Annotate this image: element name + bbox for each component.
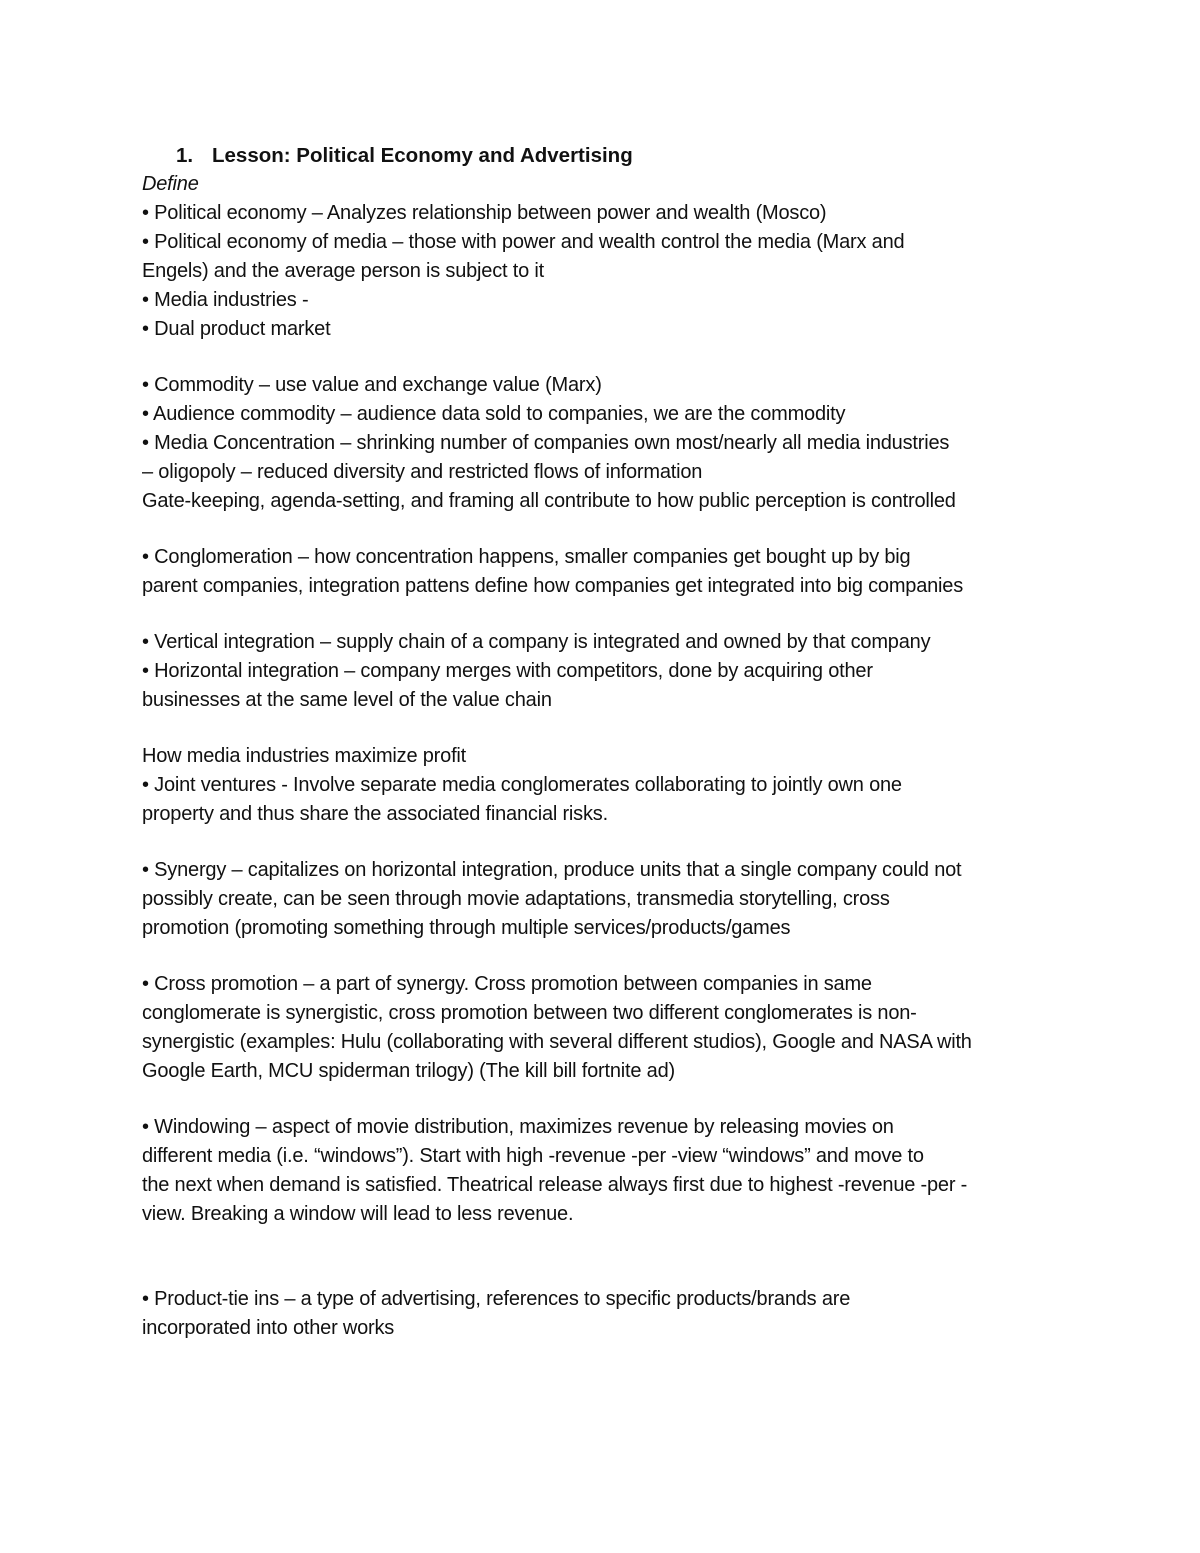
bullet-synergy: • Synergy – capitalizes on horizontal integration, produce units that a single company could not [142,859,962,881]
text-line: – oligopoly – reduced diversity and restricted flows of information [142,461,703,483]
bullet-political-economy-of-media: • Political economy of media – those with power and wealth control the media (Marx and [142,231,905,253]
text-line: different media (i.e. “windows”). Start with high -revenue -per -view “windows” and move to [142,1145,924,1167]
paragraph-spacer [142,715,1082,742]
document-body [142,141,1082,1343]
bullet-audience-commodity: • Audience commodity – audience data sold to companies, we are the commodity [142,403,846,425]
bullet-cross-promotion: • Cross promotion – a part of synergy. Cross promotion between companies in same [142,973,872,995]
text-line: property and thus share the associated financial risks. [142,803,608,825]
text-line: the next when demand is satisfied. Theatrical release always first due to highest -revenue -per - [142,1174,968,1196]
define-label: Define [142,173,199,195]
text-line: Google Earth, MCU spiderman trilogy) (The kill bill fortnite ad) [142,1060,675,1082]
lesson-heading [142,141,1082,170]
bullet-dual-product-market: • Dual product market [142,318,331,340]
text-line: synergistic (examples: Hulu (collaborating with several different studios), Google and NASA with [142,1031,972,1053]
text-line: promotion (promoting something through multiple services/products/games [142,917,791,939]
paragraph-spacer [142,601,1082,628]
bullet-vertical-integration: • Vertical integration – supply chain of a company is integrated and owned by that company [142,631,931,653]
paragraph-spacer [142,943,1082,970]
bullet-product-tie-ins: • Product-tie ins – a type of advertising, references to specific products/brands are [142,1288,851,1310]
text-line: incorporated into other works [142,1317,395,1339]
bullet-political-economy: • Political economy – Analyzes relationship between power and wealth (Mosco) [142,202,827,224]
text-line: possibly create, can be seen through movie adaptations, transmedia storytelling, cross [142,888,890,910]
bullet-media-concentration: • Media Concentration – shrinking number of companies own most/nearly all media industries [142,432,950,454]
text-line: parent companies, integration pattens define how companies get integrated into big companies [142,575,964,597]
bullet-media-industries: • Media industries - [142,289,309,311]
bullet-conglomeration: • Conglomeration – how concentration happens, smaller companies get bought up by big [142,546,911,568]
heading-number: 1. [176,144,194,167]
bullet-commodity: • Commodity – use value and exchange value (Marx) [142,374,602,396]
text-line: conglomerate is synergistic, cross promotion between two different conglomerates is non- [142,1002,917,1024]
text-line: Engels) and the average person is subject to it [142,260,544,282]
paragraph-spacer [142,1086,1082,1113]
heading-title: Lesson: Political Economy and Advertising [212,144,633,167]
bullet-windowing: • Windowing – aspect of movie distribution, maximizes revenue by releasing movies on [142,1116,894,1138]
text-line: businesses at the same level of the value chain [142,689,552,711]
text-line: Gate-keeping, agenda-setting, and framing all contribute to how public perception is controlled [142,490,956,512]
paragraph-spacer [142,1229,1082,1285]
text-line: view. Breaking a window will lead to less revenue. [142,1203,574,1225]
bullet-horizontal-integration: • Horizontal integration – company merges with competitors, done by acquiring other [142,660,873,682]
paragraph-spacer [142,516,1082,543]
paragraph-spacer [142,829,1082,856]
section-label-maximize-profit: How media industries maximize profit [142,745,467,767]
paragraph-spacer [142,344,1082,371]
bullet-joint-ventures: • Joint ventures - Involve separate media conglomerates collaborating to jointly own one [142,774,902,796]
